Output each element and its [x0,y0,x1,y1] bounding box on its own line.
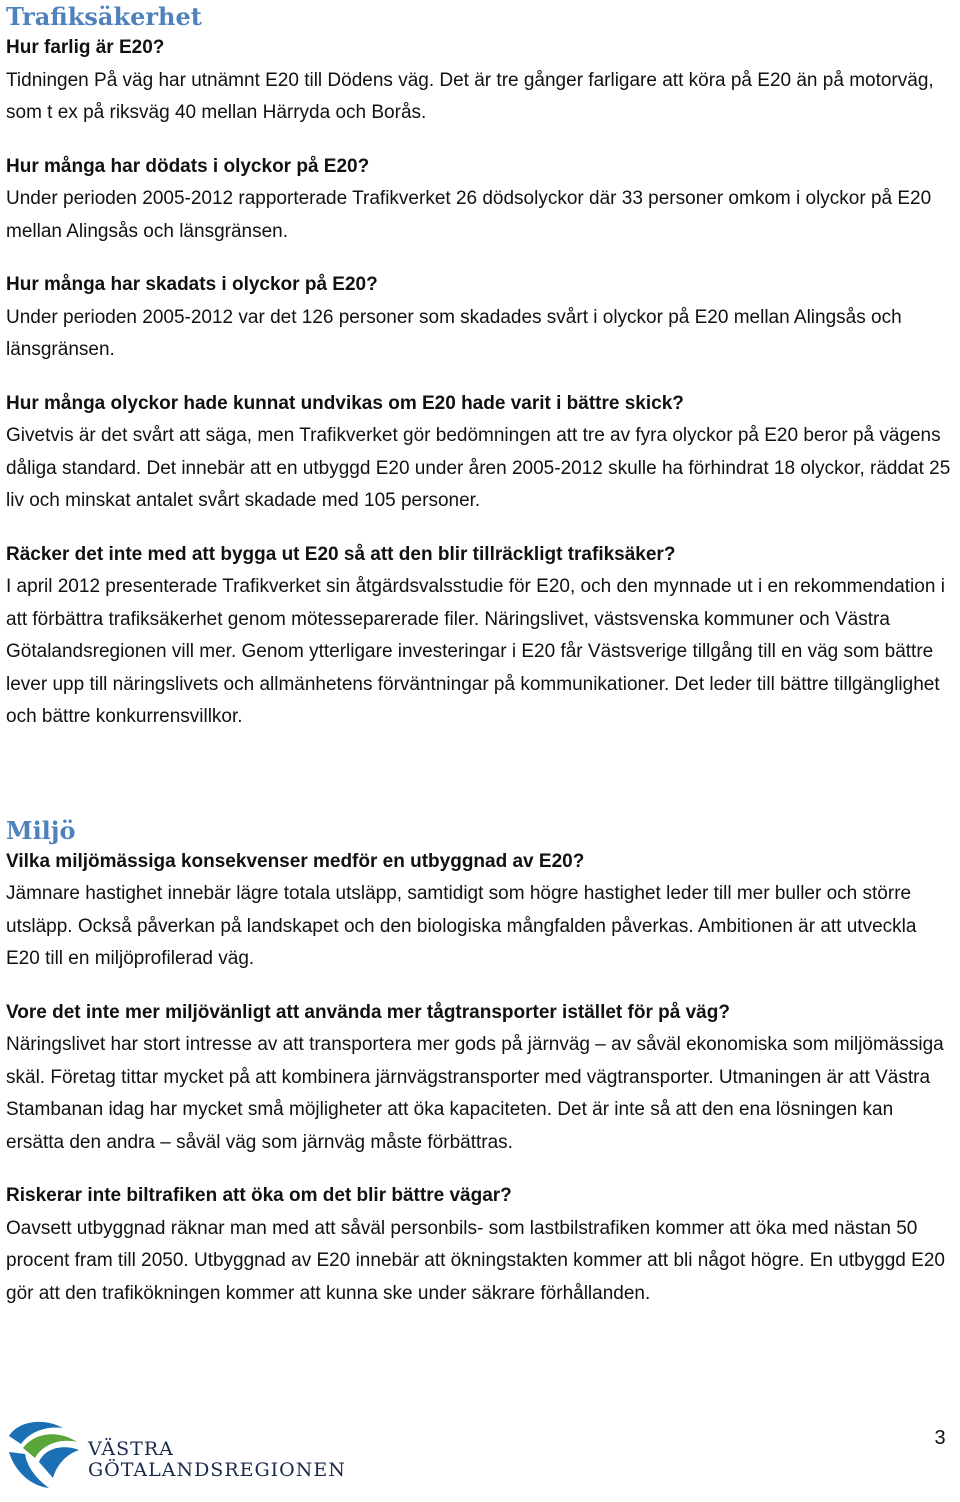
question: Hur farlig är E20? [6,37,165,58]
vgr-logo-icon [5,1418,85,1490]
question: Vilka miljömässiga konsekvenser medför en utbyggnad av E20? [6,850,585,872]
answer: Jämnare hastighet innebär lägre totala utsläpp, samtidigt som högre hastighet leder till mer buller och större utsläpp. Också påverkan på landskapet och den biologiska mångfalden påverkas. Ambitionen är att utveckla E20 till en miljöprofilerad väg. [6,883,917,969]
vgr-logo [5,1418,360,1488]
page-number: 3 [934,1427,946,1449]
qa-item [6,846,954,976]
question: Hur många har skadats i olyckor på E20? [6,274,378,295]
qa-item [6,388,954,518]
logo-line-1: VÄSTRA [88,1438,174,1460]
question: Riskerar inte biltrafiken att öka om det blir bättre vägar? [6,1185,512,1206]
answer: Näringslivet har stort intresse av att transportera mer gods på järnväg – av såväl ekonomiska som miljömässiga skäl. Företag tittar mycket på att kombinera järnvägstransporter med vägtransporter. Utmaningen är att Västra Stambanan idag har mycket små möjligheter att öka kapaciteten. Det är inte så att den ena lösningen kan ersätta den andra – såväl väg som järnväg måste förbättras. [6,1034,944,1153]
qa-item [6,151,954,249]
question: Räcker det inte med att bygga ut E20 så att den blir tillräckligt trafiksäker? [6,543,676,565]
section-title-miljo: Miljö [6,815,76,845]
question: Vore det inte mer miljövänligt att använda mer tågtransporter istället för på väg? [6,1001,730,1023]
section-title-trafiksakerhet: Trafiksäkerhet [6,2,202,31]
qa-item [6,269,954,367]
qa-item [6,539,954,734]
qa-item [6,997,954,1160]
qa-item [6,1180,954,1310]
answer: Under perioden 2005-2012 var det 126 personer som skadades svårt i olyckor på E20 mellan Alingsås och länsgränsen. [6,306,902,360]
answer: Under perioden 2005-2012 rapporterade Trafikverket 26 dödsolyckor där 33 personer omkom i olyckor på E20 mellan Alingsås och länsgränsen. [6,188,932,242]
question: Hur många har dödats i olyckor på E20? [6,155,370,177]
answer: I april 2012 presenterade Trafikverket sin åtgärdsvalsstudie för E20, och den mynnade ut i en rekommendation i att förbättra trafiksäkerhet genom mötesseparerade filer. Näringslivet, västsvenska kommuner och Västra Götalandsregionen vill mer. Genom ytterligare investeringar i E20 får Västsverige tillgång till en väg som bättre lever upp till näringslivets och allmänhetens förväntningar på kommunikationer. Det leder till bättre tillgänglighet och bättre konkurrensvillkor. [6,576,945,727]
answer: Oavsett utbyggnad räknar man med att såväl personbils- som lastbilstrafiken kommer att öka med nästan 50 procent fram till 2050. Utbyggnad av E20 innebär att ökningstakten kommer att bli något högre. En utbyggd E20 gör att den trafikökningen kommer att kunna ske under säkrare förhållanden. [6,1217,945,1304]
answer: Givetvis är det svårt att säga, men Trafikverket gör bedömningen att tre av fyra olyckor på E20 beror på vägens dåliga standard. Det innebär att en utbyggd E20 under åren 2005-2012 skulle ha förhindrat 18 olyckor, räddat 25 liv och minskat antalet svårt skadade med 105 personer. [6,425,951,511]
document-page [6,0,954,1310]
qa-item [6,32,954,130]
logo-line-2: GÖTALANDSREGIONEN [88,1459,346,1481]
answer: Tidningen På väg har utnämnt E20 till Dödens väg. Det är tre gånger farligare att köra på E20 än på motorväg, som t ex på riksväg 40 mellan Härryda och Borås. [6,69,934,123]
question: Hur många olyckor hade kunnat undvikas om E20 hade varit i bättre skick? [6,392,684,414]
